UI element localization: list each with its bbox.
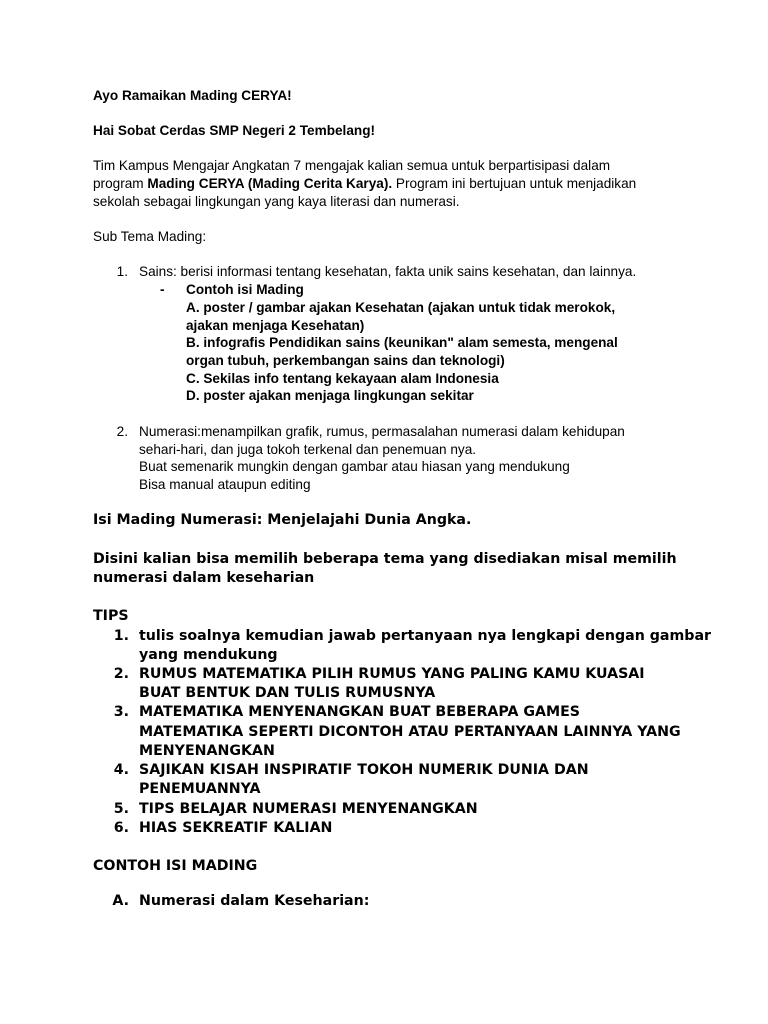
intro-line-2 [93, 175, 636, 193]
item-numerasi-line: Numerasi:menampilkan grafik, rumus, permasalahan numerasi dalam kehidupan [139, 424, 625, 439]
intro-line-2-post: Program ini bertujuan untuk menjadikan [392, 176, 637, 191]
greeting-line: Hai Sobat Cerdas SMP Negeri 2 Tembelang! [93, 123, 376, 138]
tip-line: MATEMATIKA MENYENANGKAN BUAT BEBERAPA GAMES [139, 704, 581, 720]
contoh-line: D. poster ajakan menjaga lingkungan sekitar [186, 388, 474, 403]
list-letter: A. [112, 893, 129, 909]
list-number: 6. [113, 820, 129, 836]
tip-line: MATEMATIKA SEPERTI DICONTOH ATAU PERTANYAAN LAINNYA YANG [139, 724, 681, 740]
disini-line-2: numerasi dalam keseharian [93, 570, 315, 586]
program-name: Mading CERYA (Mading Cerita Karya). [147, 176, 393, 191]
tip-line: SAJIKAN KISAH INSPIRATIF TOKOH NUMERIK DUNIA DAN [139, 762, 589, 778]
list-number: 2. [113, 666, 129, 682]
list-number: 1. [116, 264, 128, 279]
contoh-line: ajakan menjaga Kesehatan) [186, 318, 365, 333]
contoh-line: B. infografis Pendidikan sains (keunikan" alam semesta, mengenal [186, 335, 618, 350]
item-numerasi-line: Bisa manual ataupun editing [139, 477, 311, 492]
tip-line: BUAT BENTUK DAN TULIS RUMUSNYA [139, 685, 436, 701]
list-number: 3. [113, 704, 129, 720]
list-number: 2. [116, 424, 128, 439]
tip-line: MENYENANGKAN [139, 743, 275, 759]
list-number: 1. [113, 628, 129, 644]
list-number: 5. [113, 801, 129, 817]
section-a-label: Numerasi dalam Keseharian: [139, 893, 370, 909]
item-sains-text: Sains: berisi informasi tentang kesehatan, fakta unik sains kesehatan, dan lainnya. [139, 264, 637, 279]
tip-line: TIPS BELAJAR NUMERASI MENYENANGKAN [139, 801, 478, 817]
intro-line-1: Tim Kampus Mengajar Angkatan 7 mengajak kalian semua untuk berpartisipasi dalam [93, 158, 611, 173]
contoh-line: A. poster / gambar ajakan Kesehatan (ajakan untuk tidak merokok, [186, 300, 616, 315]
contoh-isi-title: Contoh isi Mading [186, 282, 304, 297]
tips-label: TIPS [93, 608, 129, 624]
contoh-line: organ tubuh, perkembangan sains dan teknologi) [186, 353, 505, 368]
document-title: Ayo Ramaikan Mading CERYA! [93, 88, 292, 103]
intro-line-3: sekolah sebagai lingkungan yang kaya literasi dan numerasi. [93, 194, 460, 209]
tip-line: HIAS SEKREATIF KALIAN [139, 820, 333, 836]
contoh-line: C. Sekilas info tentang kekayaan alam Indonesia [186, 371, 499, 386]
tip-line: tulis soalnya kemudian jawab pertanyaan nya lengkapi dengan gambar [139, 628, 712, 644]
tip-line: yang mendukung [139, 647, 278, 663]
bullet-dash: - [160, 282, 165, 297]
disini-line-1: Disini kalian bisa memilih beberapa tema yang disediakan misal memilih [93, 551, 677, 567]
subtema-label: Sub Tema Mading: [93, 229, 207, 244]
item-numerasi-line: Buat semenarik mungkin dengan gambar atau hiasan yang mendukung [139, 459, 570, 474]
list-number: 4. [113, 762, 129, 778]
item-numerasi-line: sehari-hari, dan juga tokoh terkenal dan penemuan nya. [139, 442, 477, 457]
tip-line: RUMUS MATEMATIKA PILIH RUMUS YANG PALING KAMU KUASAI [139, 666, 645, 682]
isi-mading-heading: Isi Mading Numerasi: Menjelajahi Dunia Angka. [93, 512, 472, 528]
contoh-isi-mading-heading: CONTOH ISI MADING [93, 858, 258, 874]
tip-line: PENEMUANNYA [139, 781, 261, 797]
intro-line-2-pre: program [93, 176, 148, 191]
